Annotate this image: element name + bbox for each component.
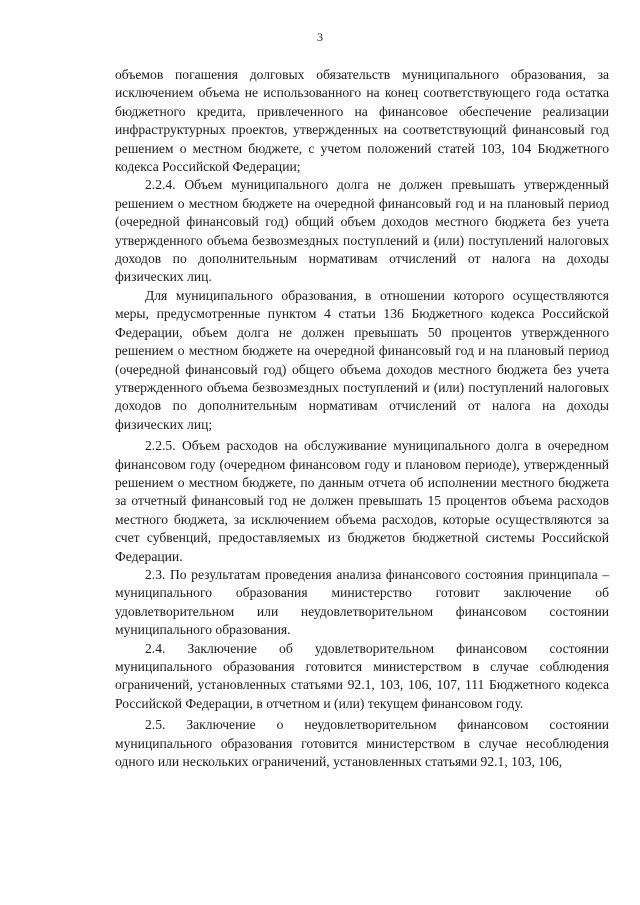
paragraph-continuation: объемов погашения долговых обязательств муниципального образования, за исключением объема не использованного на конец соответствующего года остатка бюджетного кредита, привлеченного на финансовое обеспечение реализации инфраструктурных проектов, утвержденных на соответствующий финансовый год решением о местном бюджете, с учетом положений статей 103, 104 Бюджетного кодекса Российской Федерации; xyxy=(115,67,609,175)
paragraph-clause-2-2-4: 2.2.4. Объем муниципального долга не должен превышать утвержденный решением о местном бюджете на очередной финансовый год и на плановый период (очередной финансовый год) общий объем доходов местного бюджета без учета утвержденного объема безвозмездных поступлений и (или) поступлений налоговых доходов по дополнительным нормативам отчислений от налога на доходы физических лиц. xyxy=(115,177,609,285)
paragraph-clause-2-4: 2.4. Заключение об удовлетворительном финансовом состоянии муниципального образования готовится министерством в случае соблюдения ограничений, установленных статьями 92.1, 103, 106, 107, 111 Бюджетного кодекса Российской Федерации, в отчетном и (или) текущем финансовом году. xyxy=(115,640,609,711)
paragraph-clause-2-2-4-special: Для муниципального образования, в отношении которого осуществляются меры, предусмотренные пунктом 4 статьи 136 Бюджетного кодекса Российской Федерации, объем долга не должен превышать 50 процентов утвержденного решением о местном бюджете на очередной финансовый год и на плановый период (очередной финансовый год) общего объема доходов местного бюджета без учета утвержденного объема безвозмездных поступлений и (или) поступлений налоговых доходов по дополнительным нормативам отчислений от налога на доходы физических лиц; xyxy=(115,287,609,432)
document-body xyxy=(115,66,609,771)
paragraph-clause-2-5: 2.5. Заключение о неудовлетворительном финансовом состоянии муниципального образования готовится министерством в случае несоблюдения одного или нескольких ограничений, установленных статьями 92.1, 103, 106, xyxy=(115,717,609,770)
paragraph-clause-2-2-5: 2.2.5. Объем расходов на обслуживание муниципального долга в очередном финансовом году (очередном финансовом году и плановом периоде), утвержденный решением о местном бюджете, по данным отчета об исполнении местного бюджета за отчетный финансовый год не должен превышать 15 процентов объема расходов местного бюджета, за исключением объема расходов, которые осуществляются за счет субвенций, предоставляемых из бюджетов бюджетной системы Российской Федерации. xyxy=(115,438,609,564)
page-number: 3 xyxy=(317,30,323,44)
paragraph-clause-2-3: 2.3. По результатам проведения анализа финансового состояния принципала – муниципального образования министерство готовит заключение об удовлетворительном или неудовлетворительном финансовом состоянии муниципального образования. xyxy=(115,566,609,638)
